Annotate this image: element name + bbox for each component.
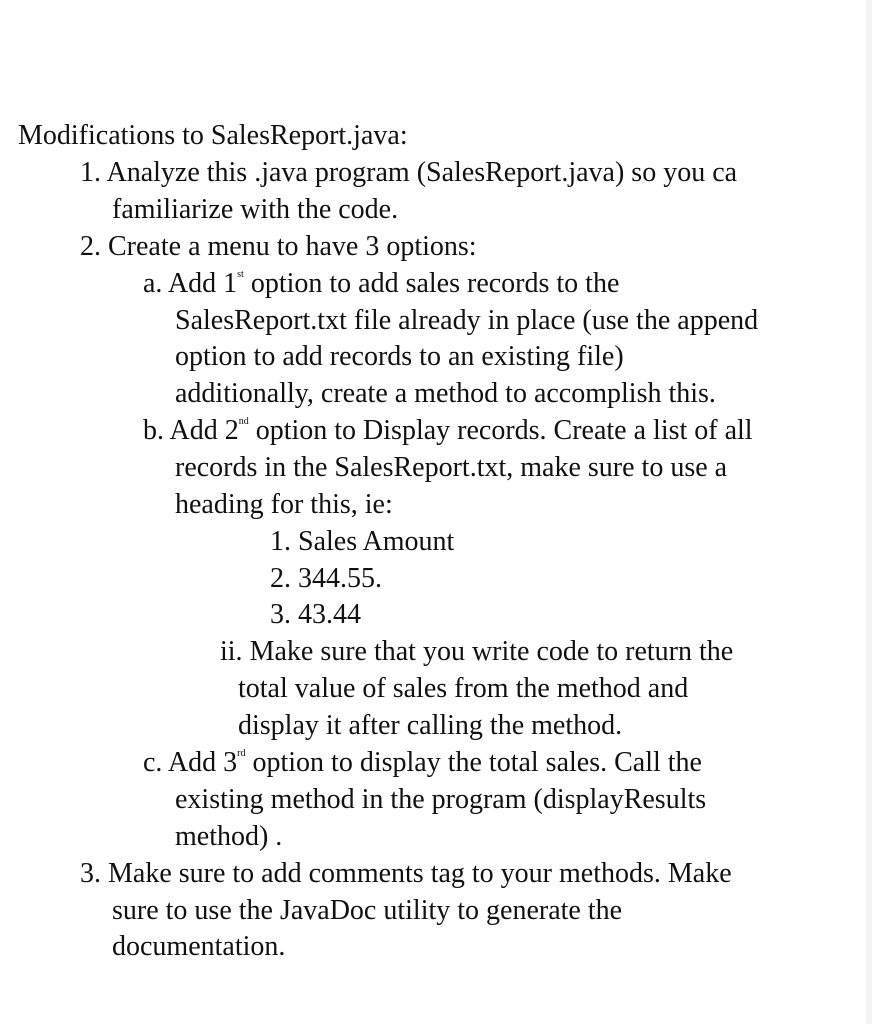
list-item-text-continued: sure to use the JavaDoc utility to generate the	[112, 895, 623, 926]
sub-item-text: Add 1	[167, 268, 238, 299]
list-item-text-continued: documentation.	[112, 931, 286, 962]
sub-item-text: Add 3	[167, 747, 238, 778]
example-marker: 3.	[270, 599, 291, 630]
list-item-3	[80, 856, 732, 892]
sub-item-c	[143, 745, 702, 781]
document-heading: Modifications to SalesReport.java:	[18, 120, 408, 151]
ordinal-suffix: nd	[238, 416, 249, 427]
sub-item-marker: c.	[143, 747, 163, 778]
list-marker: 1.	[80, 157, 101, 188]
sub-item-text-continued: method) .	[175, 821, 283, 852]
list-marker: 3.	[80, 858, 101, 889]
roman-marker: ii.	[220, 636, 243, 667]
list-marker: 2.	[80, 231, 101, 262]
example-text: 43.44	[298, 599, 361, 630]
ordinal-suffix: st	[237, 269, 244, 280]
sub-item-text-rest: option to Display records. Create a list of all	[248, 415, 753, 446]
sub-item-marker: b.	[143, 415, 164, 446]
list-item-text: Make sure to add comments tag to your methods. Make	[108, 858, 732, 889]
sub-item-text: Add 2	[169, 415, 239, 446]
sub-item-text-continued: SalesReport.txt file already in place (use the append	[175, 305, 759, 336]
sub-item-text-continued: records in the SalesReport.txt, make sure to use a	[175, 452, 728, 483]
sub-item-text-continued: heading for this, ie:	[175, 489, 393, 520]
list-item-2	[80, 229, 477, 265]
sub-item-text-rest: option to display the total sales. Call the	[245, 747, 702, 778]
sub-item-text-continued: existing method in the program (displayResults	[175, 784, 707, 815]
sub-item-b	[143, 413, 753, 449]
sub-item-text-rest: option to add sales records to the	[243, 268, 620, 299]
list-item-text: Create a menu to have 3 options:	[108, 231, 477, 262]
sub-item-marker: a.	[143, 268, 163, 299]
example-text: 344.55.	[298, 563, 382, 594]
example-text: Sales Amount	[298, 526, 455, 557]
list-item-text-continued: familiarize with the code.	[112, 194, 399, 225]
example-list-item	[270, 597, 361, 633]
list-item-1	[80, 155, 737, 191]
roman-item-text: Make sure that you write code to return the	[249, 636, 734, 667]
example-list-item	[270, 524, 454, 560]
sub-item-text-continued: option to add records to an existing file)	[175, 341, 624, 372]
example-marker: 1.	[270, 526, 291, 557]
list-item-text: Analyze this .java program (SalesReport.java) so you ca	[106, 157, 738, 188]
roman-item-text-continued: display it after calling the method.	[238, 710, 623, 741]
roman-item-text-continued: total value of sales from the method and	[238, 673, 689, 704]
sub-item-a	[143, 266, 619, 302]
sub-item-text-continued: additionally, create a method to accomplish this.	[175, 378, 716, 409]
example-list-item	[270, 561, 382, 597]
ordinal-suffix: rd	[237, 748, 246, 759]
example-marker: 2.	[270, 563, 291, 594]
roman-item-ii	[220, 634, 733, 670]
